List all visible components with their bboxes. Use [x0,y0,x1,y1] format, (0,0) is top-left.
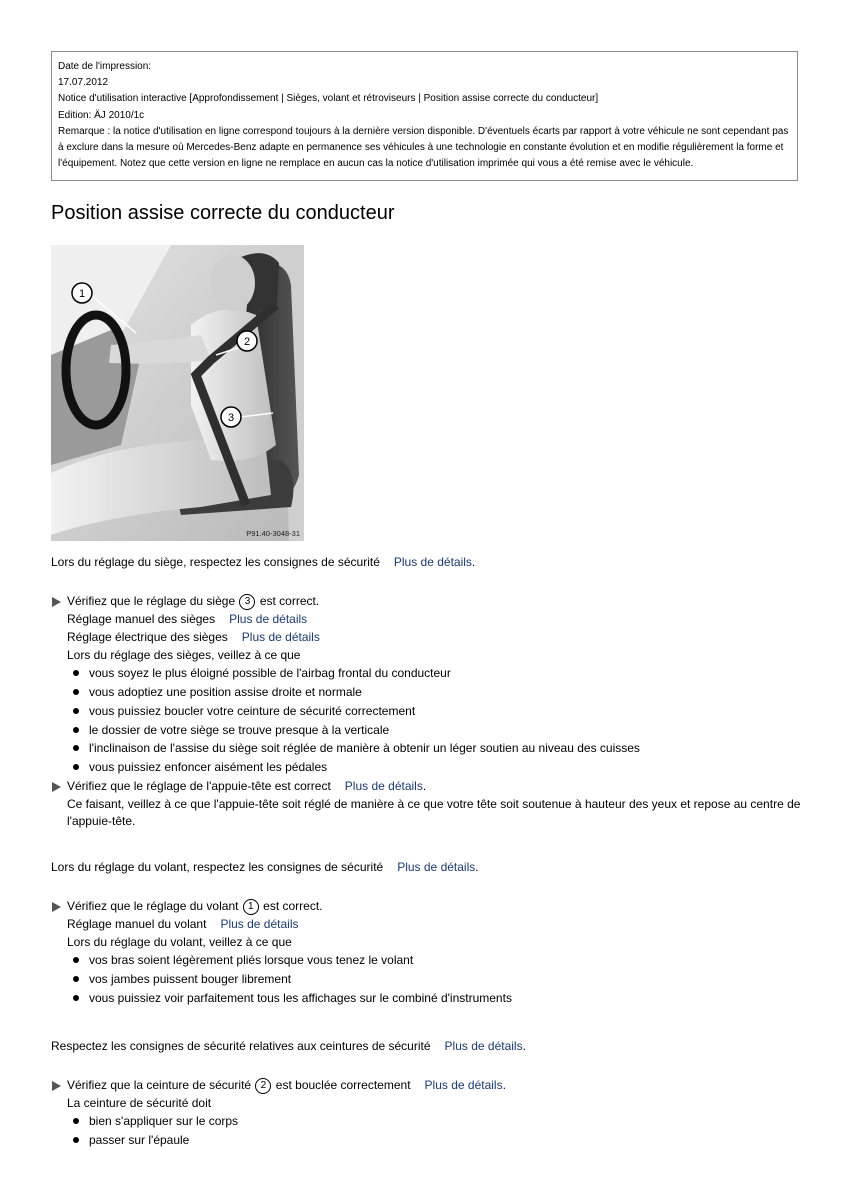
seat-step-before: Vérifiez que le réglage du siège [67,594,236,608]
wheel-manual-row [67,915,298,933]
bullet-icon [73,976,79,982]
headrest-note: Ce faisant, veillez à ce que l'appuie-tête soit réglé de manière à ce que votre tête soit soutenue à hauteur des yeux et repose au centre de l'appuie-tête. [67,797,801,828]
wheel-intro-text: Lors du réglage du volant, respectez les consignes de sécurité [51,860,384,874]
wheel-intro: Lors du réglage du volant, respectez les consignes de sécurité Plus de détails. [51,860,479,874]
bullet-icon [73,727,79,733]
callout-1 [72,283,92,303]
seat-step [67,592,319,610]
bullet-icon [73,1137,79,1143]
print-date: 17.07.2012 [58,77,109,89]
bullet-icon [73,670,79,676]
driver-seating-illustration [51,245,304,541]
belt-intro-text: Respectez les consignes de sécurité relatives aux ceintures de sécurité [51,1039,431,1053]
seat-bullet-4: le dossier de votre siège se trouve presque à la verticale [89,723,390,737]
seat-step-number: 3 [239,594,255,610]
bullet-icon [73,995,79,1001]
bullet-icon [73,957,79,963]
seat-safety-link[interactable]: Plus de détails [393,555,472,569]
page-title: Position assise correcte du conducteur [51,202,395,224]
seat-manual-label: Réglage manuel des sièges [67,612,216,626]
breadcrumb: Notice d'utilisation interactive [Approfondissement | Sièges, volant et rétroviseurs | Position assise correcte du conducteur] [58,93,599,105]
callout-1-label: 1 [78,288,86,300]
wheel-step-after: est correct. [263,899,323,913]
bullet-icon [73,1118,79,1124]
remark: Remarque : la notice d'utilisation en ligne correspond toujours à la dernière version disponible. D'éventuels écarts par rapport à votre véhicule ne sont cependant pas à exclure dans la mesure où Mercedes-Benz adapte en permanence ses véhicules à une technologie en constante évolution et en modifie régulièrement la forme et l'équipement. Notez que cette version en ligne ne remplace en aucun cas la notice d'utilisation imprimée qui vous a été remise avec le véhicule. [58,125,789,170]
callout-2 [237,331,257,351]
bullet-icon [73,708,79,714]
headrest-link[interactable]: Plus de détails [344,779,423,793]
seat-intro-text: Lors du réglage du siège, respectez les consignes de sécurité [51,555,380,569]
seat-lead: Lors du réglage des sièges, veillez à ce que [67,648,301,662]
belt-lead: La ceinture de sécurité doit [67,1096,212,1110]
seat-intro: Lors du réglage du siège, respectez les consignes de sécurité Plus de détails. [51,555,476,569]
seat-manual-row [67,610,307,628]
seat-manual-link[interactable]: Plus de détails [229,612,308,626]
wheel-bullet-1: vos bras soient légèrement pliés lorsque vous tenez le volant [89,953,414,967]
seat-electric-link[interactable]: Plus de détails [241,630,320,644]
belt-intro: Respectez les consignes de sécurité relatives aux ceintures de sécurité Plus de détails. [51,1039,526,1053]
step-arrow-icon [52,597,61,607]
callout-2-label: 2 [243,336,251,348]
belt-bullet-1: bien s'appliquer sur le corps [89,1114,239,1128]
belt-safety-link[interactable]: Plus de détails [444,1039,523,1053]
step-arrow-icon [52,902,61,912]
step-arrow-icon [52,782,61,792]
seat-bullet-1: vous soyez le plus éloigné possible de l'airbag frontal du conducteur [89,666,451,680]
wheel-lead: Lors du réglage du volant, veillez à ce que [67,935,292,949]
callout-3 [221,407,241,427]
bullet-icon [73,745,79,751]
seat-bullet-3: vous puissiez boucler votre ceinture de sécurité correctement [89,704,416,718]
wheel-safety-link[interactable]: Plus de détails [397,860,476,874]
headrest-step: Vérifiez que le réglage de l'appuie-tête est correct Plus de détails. [67,779,427,793]
wheel-bullet-2: vos jambes puissent bouger librement [89,972,292,986]
belt-link[interactable]: Plus de détails [424,1078,503,1092]
print-notice-box [51,51,798,181]
seat-bullet-2: vous adoptiez une position assise droite et normale [89,685,362,699]
step-arrow-icon [52,1081,61,1091]
wheel-step-number: 1 [243,899,259,915]
print-date-label: Date de l'impression: [58,61,152,72]
seat-step-after: est correct. [259,594,320,608]
wheel-bullet-3: vous puissiez voir parfaitement tous les affichages sur le combiné d'instruments [89,991,512,1005]
driver-seating-drawing [51,245,304,541]
belt-step-after: est bouclée correctement [275,1078,411,1092]
edition: Edition: ÄJ 2010/1c [58,109,145,121]
belt-bullet-2: passer sur l'épaule [89,1133,190,1147]
seat-bullet-5: l'inclinaison de l'assise du siège soit réglée de manière à obtenir un léger soutien au niveau des cuisses [89,741,640,755]
bullet-icon [73,689,79,695]
seat-electric-row [67,628,320,646]
wheel-manual-label: Réglage manuel du volant [67,917,207,931]
seat-electric-label: Réglage électrique des sièges [67,630,228,644]
belt-step-number: 2 [255,1078,271,1094]
figure-code: P91.40-3048-31 [246,529,300,538]
callout-3-label: 3 [227,412,235,424]
wheel-step [67,897,323,915]
wheel-step-before: Vérifiez que le réglage du volant [67,899,239,913]
wheel-manual-link[interactable]: Plus de détails [220,917,299,931]
seat-bullet-6: vous puissiez enfoncer aisément les pédales [89,760,328,774]
belt-step-before: Vérifiez que la ceinture de sécurité [67,1078,252,1092]
bullet-icon [73,764,79,770]
headrest-step-text: Vérifiez que le réglage de l'appuie-tête est correct [67,779,331,793]
belt-step: Vérifiez que la ceinture de sécurité 2 est bouclée correctement Plus de détails. [67,1078,506,1092]
